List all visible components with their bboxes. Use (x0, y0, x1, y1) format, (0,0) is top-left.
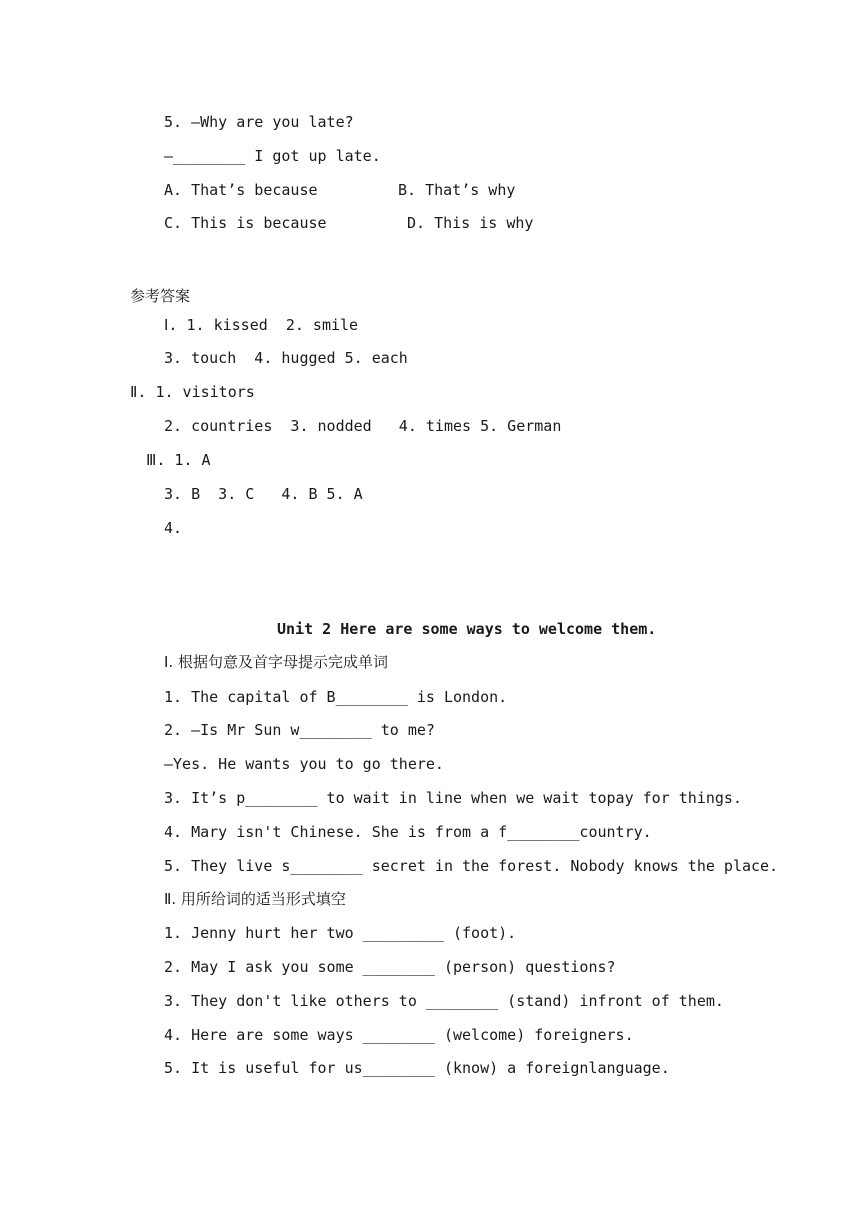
section-1-item: 2. —Is Mr Sun w________ to me? (164, 721, 435, 739)
answer-line: Ⅰ. 1. kissed 2. smile (164, 316, 359, 334)
section-2-item: 3. They don't like others to ________ (stand) infront of them. (164, 992, 724, 1010)
answer-key-heading: 参考答案 (130, 287, 191, 305)
answer-line: Ⅲ. 1. A (146, 451, 211, 469)
section-2-heading: Ⅱ. 用所给词的适当形式填空 (164, 890, 346, 908)
section-1-heading: I. 根据句意及首字母提示完成单词 (164, 653, 388, 671)
answer-line: 3. touch 4. hugged 5. each (164, 349, 408, 367)
option-c: C. This is because (164, 214, 327, 232)
answer-line: 3. B 3. C 4. B 5. A (164, 485, 363, 503)
section-1-item: 4. Mary isn't Chinese. She is from a f________country. (164, 823, 652, 841)
section-1-item: 1. The capital of B________ is London. (164, 688, 508, 706)
section-1-item: —Yes. He wants you to go there. (164, 755, 444, 773)
answer-line: 4. (164, 519, 183, 537)
answer-line: 2. countries 3. nodded 4. times 5. German (164, 417, 562, 435)
question-5-text: 5. —Why are you late? (164, 113, 354, 131)
option-b: B. That’s why (398, 181, 516, 199)
section-2-item: 1. Jenny hurt her two _________ (foot). (164, 924, 517, 942)
unit-title: Unit 2 Here are some ways to welcome them. (277, 620, 657, 638)
section-2-item: 4. Here are some ways ________ (welcome) foreigners. (164, 1026, 634, 1044)
section-1-item: 3. It’s p________ to wait in line when we wait topay for things. (164, 789, 742, 807)
answer-line: Ⅱ. 1. visitors (130, 383, 255, 401)
question-5-answer-line: —________ I got up late. (164, 147, 381, 165)
option-a: A. That’s because (164, 181, 318, 199)
section-1-item: 5. They live s________ secret in the forest. Nobody knows the place. (164, 857, 779, 875)
section-2-item: 5. It is useful for us________ (know) a foreignlanguage. (164, 1059, 670, 1077)
section-2-item: 2. May I ask you some ________ (person) questions? (164, 958, 616, 976)
option-d: D. This is why (407, 214, 534, 232)
